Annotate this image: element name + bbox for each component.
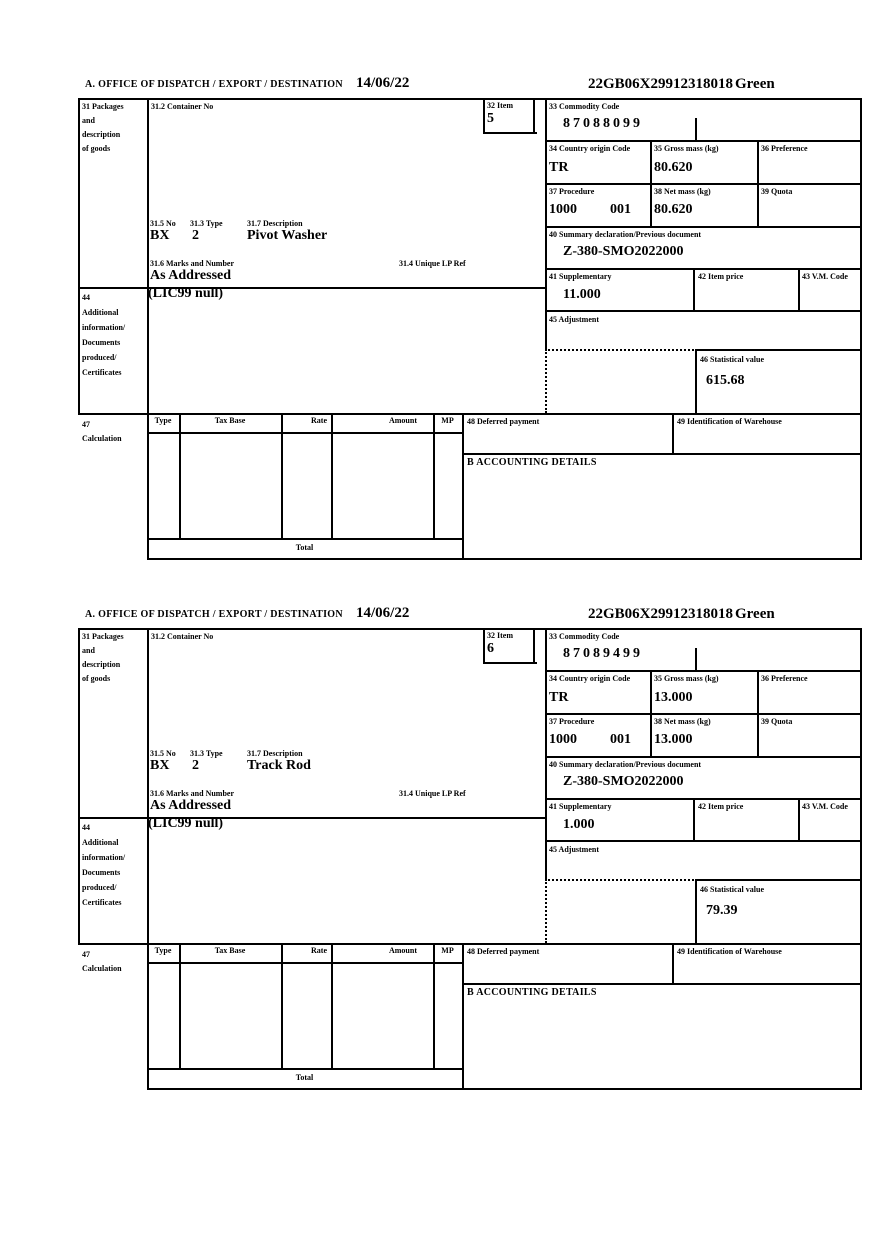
- box44-label: produced/: [82, 883, 117, 892]
- item-price-label: 42 Item price: [698, 272, 744, 281]
- grid-line: [545, 98, 547, 351]
- calc-rate-header: Rate: [311, 946, 327, 955]
- box31-label: 31 Packages: [82, 102, 124, 111]
- item-label: 32 Item: [487, 101, 513, 110]
- grid-line: [695, 349, 697, 413]
- procedure-label: 37 Procedure: [549, 717, 595, 726]
- routing-indicator: Green: [735, 606, 775, 622]
- grid-line-dotted: [545, 349, 547, 413]
- grid-line: [693, 268, 695, 312]
- summary-declaration-label: 40 Summary declaration/Previous document: [549, 230, 702, 239]
- grid-line: [798, 798, 800, 842]
- grid-line: [462, 413, 464, 558]
- total-label: Total: [295, 543, 314, 552]
- grid-line: [147, 538, 462, 540]
- grid-line-dotted: [545, 879, 697, 881]
- marks-value: As Addressed: [150, 268, 232, 283]
- box44-label: Documents: [82, 338, 121, 347]
- supplementary-label: 41 Supplementary: [549, 272, 612, 281]
- grid-line: [545, 670, 862, 672]
- calc-type-header: Type: [154, 946, 172, 955]
- procedure-value: 1000: [549, 732, 577, 747]
- supplementary-label: 41 Supplementary: [549, 802, 612, 811]
- grid-line: [695, 879, 697, 943]
- country-origin-label: 34 Country origin Code: [549, 674, 631, 683]
- grid-line: [78, 98, 862, 100]
- grid-line: [78, 628, 862, 630]
- gross-mass-label: 35 Gross mass (kg): [654, 674, 719, 683]
- grid-line: [860, 98, 862, 558]
- package-type-label: 31.3 Type: [190, 219, 223, 228]
- grid-line: [545, 310, 862, 312]
- declaration-form: [0, 602, 882, 1107]
- grid-line: [147, 1068, 462, 1070]
- net-mass-label: 38 Net mass (kg): [654, 717, 711, 726]
- procedure-extra-value: 001: [610, 732, 631, 747]
- box47-label: Calculation: [82, 434, 122, 443]
- box44-label: Additional: [82, 838, 119, 847]
- goods-description-value: Track Rod: [247, 758, 311, 773]
- goods-description-value: Pivot Washer: [247, 228, 328, 243]
- unique-lp-ref-label: 31.4 Unique LP Ref: [399, 789, 466, 798]
- marks-label: 31.6 Marks and Number: [150, 789, 235, 798]
- package-type-label: 31.3 Type: [190, 749, 223, 758]
- grid-line: [331, 943, 333, 1068]
- description-label: 31.7 Description: [247, 219, 303, 228]
- package-no-label: 31.5 No: [150, 219, 176, 228]
- calc-rate-header: Rate: [311, 416, 327, 425]
- procedure-label: 37 Procedure: [549, 187, 595, 196]
- item-price-label: 42 Item price: [698, 802, 744, 811]
- item-number-value: 5: [487, 111, 494, 126]
- package-type-value: 2: [192, 228, 199, 243]
- calc-amount-header: Amount: [388, 946, 417, 955]
- grid-line: [281, 413, 283, 538]
- grid-line: [545, 226, 862, 228]
- package-no-value: BX: [150, 228, 170, 243]
- grid-line: [545, 840, 862, 842]
- grid-line: [545, 713, 862, 715]
- grid-line: [483, 628, 485, 662]
- calc-mp-header: MP: [441, 416, 454, 425]
- warehouse-label: 49 Identification of Warehouse: [677, 947, 782, 956]
- office-of-dispatch-heading: A. OFFICE OF DISPATCH / EXPORT / DESTINATION: [85, 609, 343, 620]
- summary-declaration-value: Z-380-SMO2022000: [563, 244, 684, 259]
- calc-type-header: Type: [154, 416, 172, 425]
- deferred-payment-label: 48 Deferred payment: [467, 417, 540, 426]
- accounting-details-heading: B ACCOUNTING DETAILS: [467, 457, 597, 468]
- grid-line: [695, 879, 862, 881]
- grid-line: [757, 670, 759, 758]
- grid-line: [147, 962, 462, 964]
- box44-label: information/: [82, 323, 126, 332]
- grid-line: [462, 983, 862, 985]
- commodity-code-label: 33 Commodity Code: [549, 102, 620, 111]
- gross-mass-label: 35 Gross mass (kg): [654, 144, 719, 153]
- package-no-value: BX: [150, 758, 170, 773]
- statistical-value-label: 46 Statistical value: [700, 355, 764, 364]
- grid-line: [281, 943, 283, 1068]
- grid-line: [545, 798, 862, 800]
- box47-label: 47: [82, 950, 90, 959]
- warehouse-label: 49 Identification of Warehouse: [677, 417, 782, 426]
- gross-mass-value: 80.620: [654, 160, 693, 175]
- calc-tax-base-header: Tax Base: [214, 946, 246, 955]
- adjustment-label: 45 Adjustment: [549, 315, 600, 324]
- accounting-details-heading: B ACCOUNTING DETAILS: [467, 987, 597, 998]
- grid-line: [179, 413, 181, 538]
- grid-line: [78, 413, 862, 415]
- grid-line: [147, 558, 862, 560]
- grid-line: [545, 140, 862, 142]
- declaration-form: [0, 72, 882, 577]
- net-mass-value: 13.000: [654, 732, 693, 747]
- box31-label: description: [82, 130, 121, 139]
- summary-declaration-value: Z-380-SMO2022000: [563, 774, 684, 789]
- grid-line: [545, 756, 862, 758]
- container-no-label: 31.2 Container No: [151, 102, 214, 111]
- country-origin-label: 34 Country origin Code: [549, 144, 631, 153]
- box47-label: 47: [82, 420, 90, 429]
- summary-declaration-label: 40 Summary declaration/Previous document: [549, 760, 702, 769]
- adjustment-label: 45 Adjustment: [549, 845, 600, 854]
- box31-label: of goods: [82, 674, 111, 683]
- calc-mp-header: MP: [441, 946, 454, 955]
- statistical-value: 79.39: [706, 903, 738, 918]
- registration-number: 22GB06X29912318018: [588, 76, 734, 92]
- commodity-code-divider: [695, 118, 697, 142]
- declaration-date: 14/06/22: [356, 605, 410, 621]
- box31-label: description: [82, 660, 121, 669]
- grid-line: [483, 662, 537, 664]
- box44-label: Certificates: [82, 368, 122, 377]
- commodity-code-value: 87088099: [563, 116, 643, 131]
- grid-line: [533, 628, 535, 662]
- grid-line: [757, 140, 759, 228]
- grid-line: [798, 268, 800, 312]
- quota-label: 39 Quota: [761, 187, 793, 196]
- grid-line: [147, 98, 149, 558]
- grid-line: [433, 413, 435, 538]
- grid-line: [672, 413, 674, 455]
- additional-information-value: (LIC99 null): [148, 816, 224, 831]
- procedure-extra-value: 001: [610, 202, 631, 217]
- grid-line: [533, 98, 535, 132]
- grid-line: [693, 798, 695, 842]
- unique-lp-ref-label: 31.4 Unique LP Ref: [399, 259, 466, 268]
- supplementary-value: 1.000: [563, 817, 595, 832]
- net-mass-value: 80.620: [654, 202, 693, 217]
- supplementary-value: 11.000: [563, 287, 601, 302]
- total-label: Total: [295, 1073, 314, 1082]
- routing-indicator: Green: [735, 76, 775, 92]
- preference-label: 36 Preference: [761, 144, 808, 153]
- country-origin-value: TR: [549, 690, 569, 705]
- box44-label: 44: [82, 823, 90, 832]
- box44-label: Certificates: [82, 898, 122, 907]
- grid-line: [545, 183, 862, 185]
- grid-line: [695, 349, 862, 351]
- grid-line: [650, 140, 652, 228]
- grid-line: [462, 453, 862, 455]
- box44-label: 44: [82, 293, 90, 302]
- declaration-date: 14/06/22: [356, 75, 410, 91]
- package-type-value: 2: [192, 758, 199, 773]
- item-number-value: 6: [487, 641, 494, 656]
- grid-line: [78, 628, 80, 943]
- box44-label: Additional: [82, 308, 119, 317]
- box31-label: of goods: [82, 144, 111, 153]
- package-no-label: 31.5 No: [150, 749, 176, 758]
- grid-line: [147, 628, 149, 1088]
- grid-line: [483, 132, 537, 134]
- grid-line-dotted: [545, 349, 697, 351]
- grid-line: [650, 670, 652, 758]
- commodity-code-label: 33 Commodity Code: [549, 632, 620, 641]
- grid-line: [545, 628, 547, 881]
- vm-code-label: 43 V.M. Code: [802, 272, 848, 281]
- vm-code-label: 43 V.M. Code: [802, 802, 848, 811]
- registration-number: 22GB06X29912318018: [588, 606, 734, 622]
- grid-line: [672, 943, 674, 985]
- grid-line: [147, 432, 462, 434]
- grid-line: [860, 628, 862, 1088]
- commodity-code-value: 87089499: [563, 646, 643, 661]
- calc-tax-base-header: Tax Base: [214, 416, 246, 425]
- box44-label: Documents: [82, 868, 121, 877]
- box31-label: and: [82, 116, 95, 125]
- quota-label: 39 Quota: [761, 717, 793, 726]
- box31-label: and: [82, 646, 95, 655]
- deferred-payment-label: 48 Deferred payment: [467, 947, 540, 956]
- office-of-dispatch-heading: A. OFFICE OF DISPATCH / EXPORT / DESTINATION: [85, 79, 343, 90]
- marks-label: 31.6 Marks and Number: [150, 259, 235, 268]
- grid-line: [483, 98, 485, 132]
- description-label: 31.7 Description: [247, 749, 303, 758]
- item-label: 32 Item: [487, 631, 513, 640]
- grid-line: [78, 943, 862, 945]
- box44-label: produced/: [82, 353, 117, 362]
- grid-line: [179, 943, 181, 1068]
- calc-amount-header: Amount: [388, 416, 417, 425]
- box31-label: 31 Packages: [82, 632, 124, 641]
- marks-value: As Addressed: [150, 798, 232, 813]
- additional-information-value: (LIC99 null): [148, 286, 224, 301]
- grid-line: [147, 1088, 862, 1090]
- preference-label: 36 Preference: [761, 674, 808, 683]
- container-no-label: 31.2 Container No: [151, 632, 214, 641]
- box47-label: Calculation: [82, 964, 122, 973]
- statistical-value-label: 46 Statistical value: [700, 885, 764, 894]
- gross-mass-value: 13.000: [654, 690, 693, 705]
- country-origin-value: TR: [549, 160, 569, 175]
- grid-line: [78, 98, 80, 413]
- grid-line-dotted: [545, 879, 547, 943]
- statistical-value: 615.68: [706, 373, 745, 388]
- commodity-code-divider: [695, 648, 697, 672]
- procedure-value: 1000: [549, 202, 577, 217]
- net-mass-label: 38 Net mass (kg): [654, 187, 711, 196]
- box44-label: information/: [82, 853, 126, 862]
- grid-line: [331, 413, 333, 538]
- grid-line: [545, 268, 862, 270]
- grid-line: [462, 943, 464, 1088]
- grid-line: [433, 943, 435, 1068]
